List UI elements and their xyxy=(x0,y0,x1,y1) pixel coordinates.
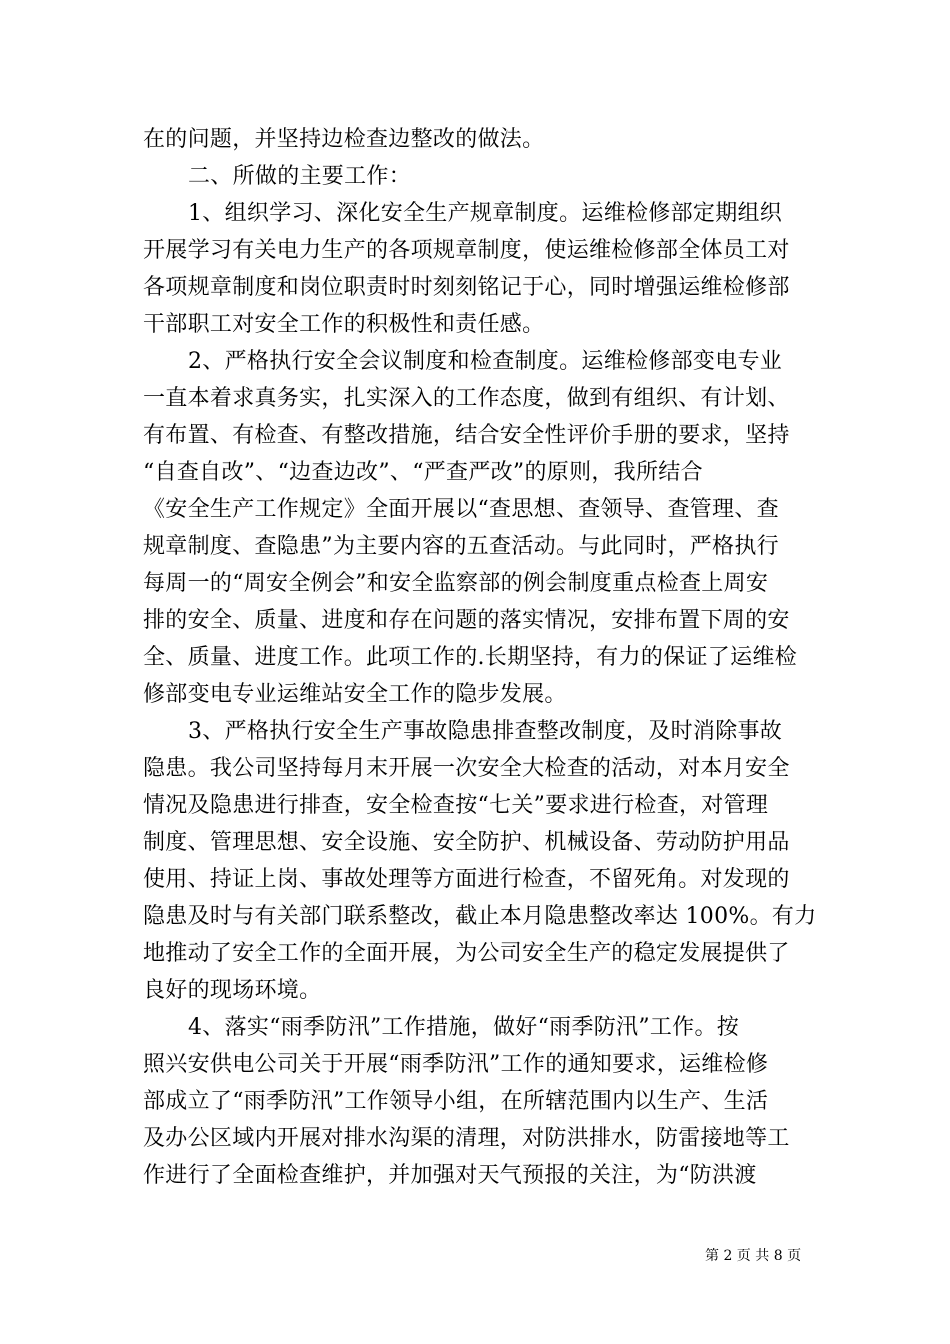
text-line: 全、质量、进度工作。此项工作的.长期坚持，有力的保证了运维检 xyxy=(143,645,797,670)
text-line: 部成立了“雨季防汛”工作领导小组，在所辖范围内以生产、生活 xyxy=(143,1089,769,1114)
text-line: 各项规章制度和岗位职责时时刻刻铭记于心，同时增强运维检修部 xyxy=(143,275,790,300)
text-line: 使用、持证上岗、事故处理等方面进行检查，不留死角。对发现的 xyxy=(143,867,790,892)
text-line: 2、严格执行安全会议制度和检查制度。运维检修部变电专业 xyxy=(188,349,783,374)
text-line: 有布置、有检查、有整改措施，结合安全性评价手册的要求，坚持 xyxy=(143,423,790,448)
text-line: 情况及隐患进行排查，安全检查按“七关”要求进行检查，对管理 xyxy=(143,793,769,818)
text-line: 良好的现场环境。 xyxy=(143,978,322,1003)
text-line: 4、落实“雨季防汛”工作措施，做好“雨季防汛”工作。按 xyxy=(188,1015,740,1040)
text-line: 隐患及时与有关部门联系整改，截止本月隐患整改率达 100%。有力 xyxy=(143,904,817,929)
text-line: 作进行了全面检查维护，并加强对天气预报的关注，为“防洪渡 xyxy=(143,1163,757,1188)
text-line: 每周一的“周安全例会”和安全监察部的例会制度重点检查上周安 xyxy=(143,571,769,596)
text-line: 照兴安供电公司关于开展“雨季防汛”工作的通知要求，运维检修 xyxy=(143,1052,769,1077)
page-number-footer: 第 2 页 共 8 页 xyxy=(705,1248,802,1264)
text-line: 干部职工对安全工作的积极性和责任感。 xyxy=(143,312,545,337)
text-line: 开展学习有关电力生产的各项规章制度，使运维检修部全体员工对 xyxy=(143,238,790,263)
text-line: 地推动了安全工作的全面开展，为公司安全生产的稳定发展提供了 xyxy=(143,941,790,966)
text-line: 制度、管理思想、安全设施、安全防护、机械设备、劳动防护用品 xyxy=(143,830,790,855)
text-line: 一直本着求真务实，扎实深入的工作态度，做到有组织、有计划、 xyxy=(143,386,790,411)
text-line: 《安全生产工作规定》全面开展以“查思想、查领导、查管理、查 xyxy=(143,497,779,522)
text-line: 排的安全、质量、进度和存在问题的落实情况，安排布置下周的安 xyxy=(143,608,790,633)
text-line: 在的问题，并坚持边检查边整改的做法。 xyxy=(143,127,545,152)
text-line: “自查自改”、“边查边改”、“严查严改”的原则，我所结合 xyxy=(143,460,703,485)
text-line: 3、严格执行安全生产事故隐患排查整改制度，及时消除事故 xyxy=(188,719,783,744)
text-line: 1、组织学习、深化安全生产规章制度。运维检修部定期组织 xyxy=(188,201,783,226)
text-line: 隐患。我公司坚持每月末开展一次安全大检查的活动，对本月安全 xyxy=(143,756,790,781)
text-line: 规章制度、查隐患”为主要内容的五查活动。与此同时，严格执行 xyxy=(143,534,779,559)
text-line: 及办公区域内开展对排水沟渠的清理，对防洪排水，防雷接地等工 xyxy=(143,1126,790,1151)
text-line: 修部变电专业运维站安全工作的隐步发展。 xyxy=(143,682,567,707)
section-heading: 二、所做的主要工作： xyxy=(188,164,412,189)
